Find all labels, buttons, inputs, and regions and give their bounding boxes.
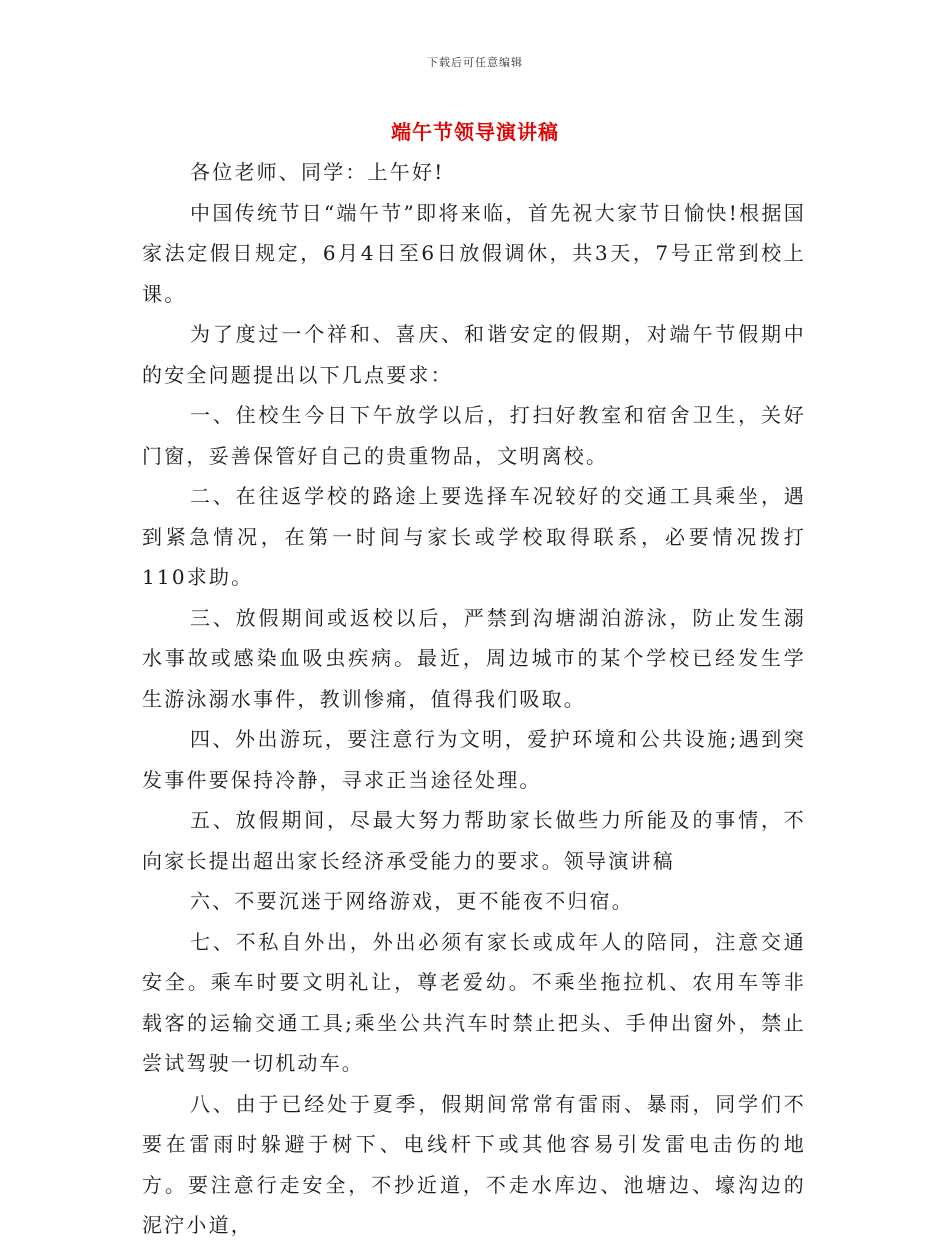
paragraph-item-8: 八、由于已经处于夏季，假期间常常有雷雨、暴雨，同学们不要在雷雨时躲避于树下、电线杆下或其他容易引发雷电击伤的地方。要注意行走安全，不抄近道，不走水库边、池塘边、壕沟边的泥泞小道， (142, 1091, 806, 1237)
header-note: 下载后可任意编辑 (427, 56, 523, 69)
paragraph-item-3: 三、放假期间或返校以后，严禁到沟塘湖泊游泳，防止发生溺水事故或感染血吸虫疾病。最近，周边城市的某个学校已经发生学生游泳溺水事件，教训惨痛，值得我们吸取。 (142, 605, 806, 711)
paragraph-holiday-notice: 中国传统节日“端午节”即将来临，首先祝大家节日愉快!根据国家法定假日规定，6月4日至6日放假调休，共3天，7号正常到校上课。 (142, 200, 806, 306)
paragraph-item-4: 四、外出游玩，要注意行为文明，爱护环境和公共设施;遇到突发事件要保持冷静，寻求正当途径处理。 (142, 727, 806, 792)
document-body (142, 152, 806, 1246)
paragraph-greeting: 各位老师、同学：上午好! (190, 160, 445, 184)
document-title: 端午节领导演讲稿 (391, 120, 559, 144)
paragraph-item-2: 二、在往返学校的路途上要选择车况较好的交通工具乘坐，遇到紧急情况，在第一时间与家长或学校取得联系，必要情况拨打110求助。 (142, 484, 806, 589)
paragraph-safety-intro: 为了度过一个祥和、喜庆、和谐安定的假期，对端午节假期中的安全问题提出以下几点要求： (142, 322, 806, 387)
paragraph-item-5: 五、放假期间，尽最大努力帮助家长做些力所能及的事情，不向家长提出超出家长经济承受能力的要求。领导演讲稿 (142, 808, 806, 873)
paragraph-item-6: 六、不要沉迷于网络游戏，更不能夜不归宿。 (190, 889, 634, 913)
paragraph-item-7: 七、不私自外出，外出必须有家长或成年人的陪同，注意交通安全。乘车时要文明礼让，尊老爱幼。不乘坐拖拉机、农用车等非载客的运输交通工具;乘坐公共汽车时禁止把头、手伸出窗外，禁止尝试驾驶一切机动车。 (142, 929, 806, 1075)
paragraph-item-1: 一、住校生今日下午放学以后，打扫好教室和宿舍卫生，关好门窗，妥善保管好自己的贵重物品，文明离校。 (142, 403, 806, 468)
